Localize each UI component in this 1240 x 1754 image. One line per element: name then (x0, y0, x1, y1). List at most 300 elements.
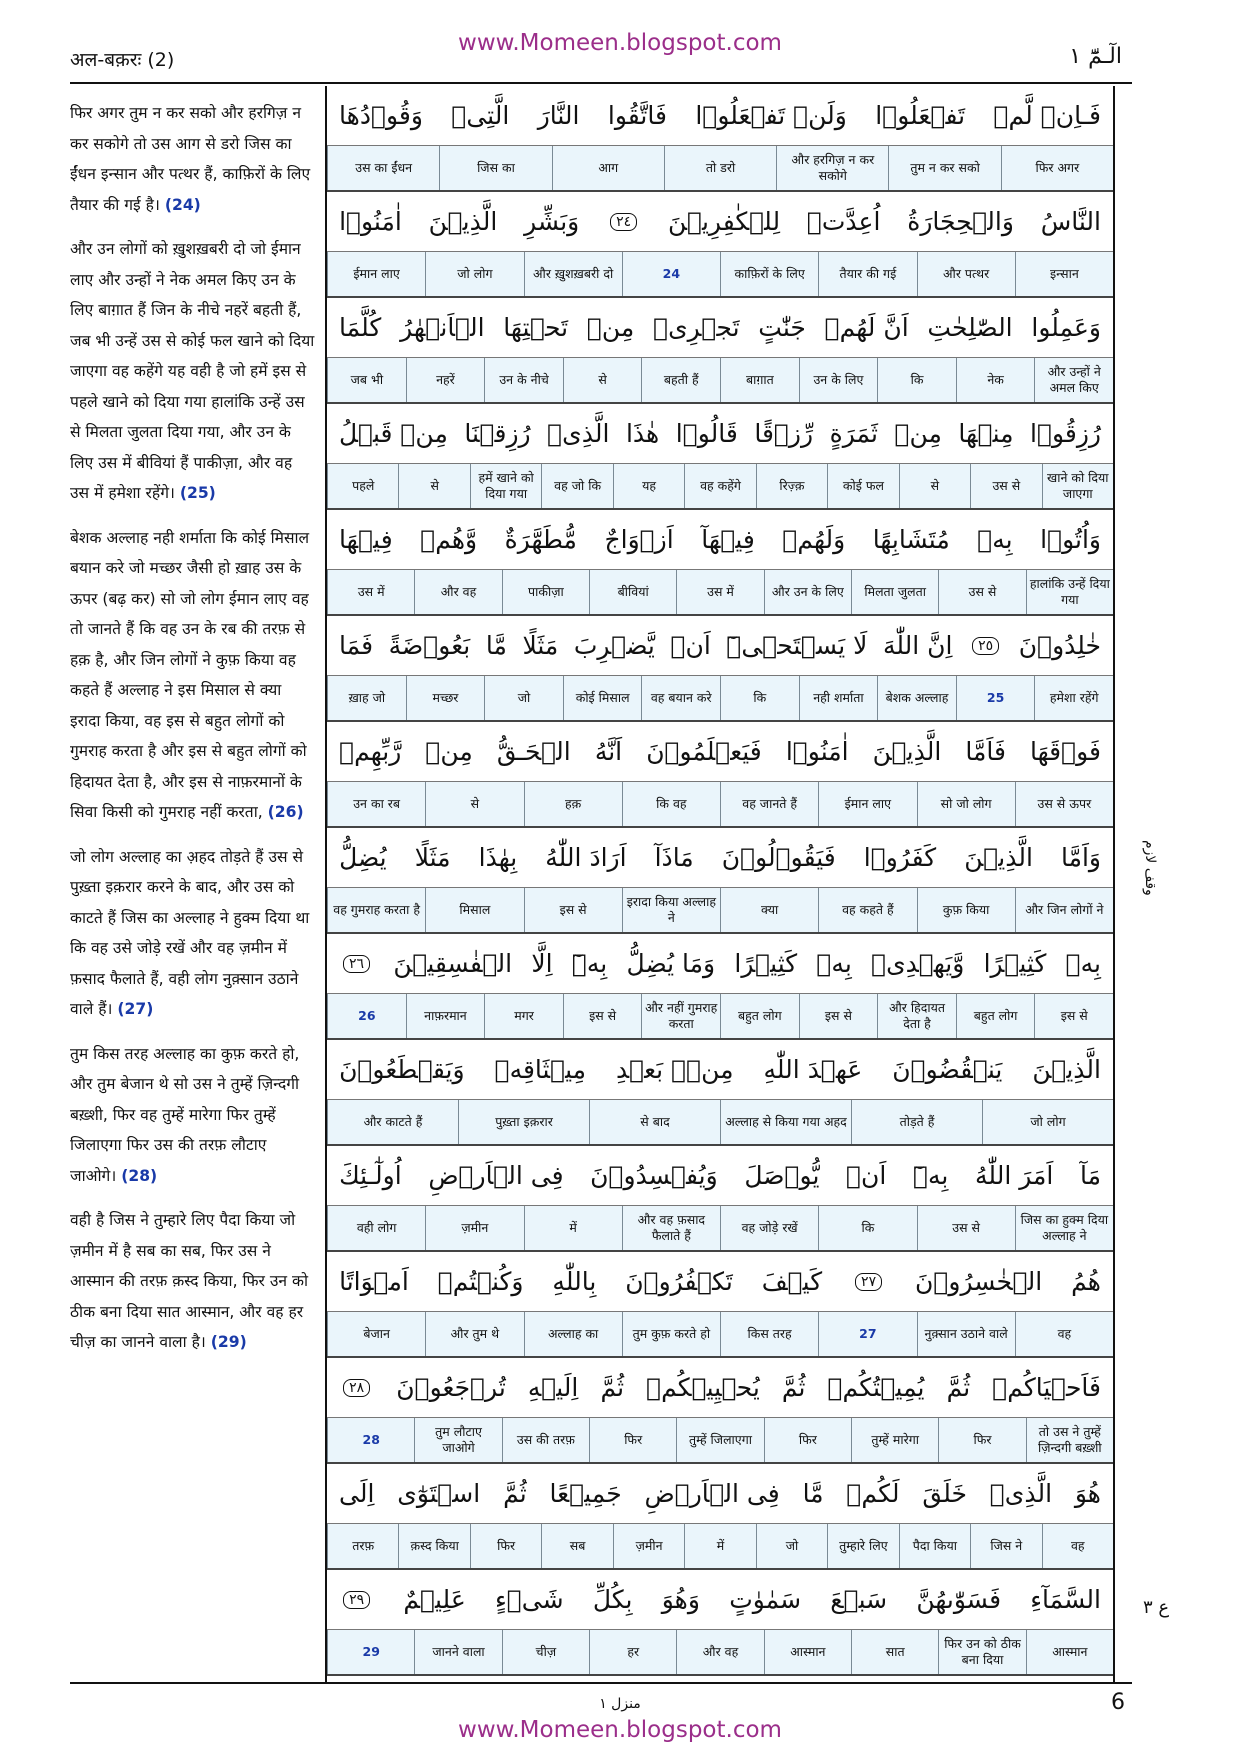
word-meaning-cell: ज़मीन (425, 1206, 523, 1250)
word-meaning-cell: वह कहते हैं (818, 888, 916, 932)
ayah-number-mark: ٢٧ (855, 1273, 882, 1291)
word-meaning-cell: जो (756, 1524, 827, 1568)
word-meaning-cell: ख़ाह जो (327, 676, 406, 720)
arabic-word: مِنۡ قَبۡلُ (339, 419, 448, 448)
arabic-word: اَنَّهُ (594, 737, 623, 766)
arabic-word: رَّبِّهِمۡ (339, 737, 402, 766)
waqf-lazim-mark: وقف لازم (1142, 840, 1158, 896)
word-meaning-cell: सो जो लोग (917, 782, 1015, 826)
arabic-word: بِهٖ (1065, 949, 1101, 978)
word-meaning-cell: से (563, 358, 642, 402)
verse-number: (28) (121, 1166, 158, 1185)
arabic-word: تَجۡرِىۡ (653, 313, 740, 342)
word-meaning-cell: पहले (327, 464, 398, 508)
word-meaning-cell: नाफ़रमान (406, 994, 485, 1038)
word-meaning-cell: सब (541, 1524, 612, 1568)
word-meaning-cell: वह (1015, 1312, 1113, 1356)
translation-cells-row (327, 1206, 1113, 1252)
arabic-word: فَيَقُوۡلُوۡنَ (721, 843, 836, 872)
word-meaning-cell: वह जानते हैं (720, 782, 818, 826)
word-meaning-cell: और ख़ुशख़बरी दो (524, 252, 622, 296)
word-meaning-cell: और नहीं गुमराह करता (641, 994, 720, 1038)
word-meaning-cell: मिलता जुलता (851, 570, 938, 614)
word-meaning-cell: हक़ (524, 782, 622, 826)
site-url-top[interactable]: www.Momeen.blogspot.com (458, 30, 782, 56)
word-meaning-cell: उन के लिए (799, 358, 878, 402)
translation-text: फिर अगर तुम न कर सको और हरगिज़ न कर सकोगे तो उस आग से डरो जिस का ईंधन इन्सान और पत्थर हैं, काफ़िरों के लिए तैयार की गई है। (70, 104, 311, 214)
arabic-word: الَّذِىۡ (547, 419, 610, 448)
translation-text: वही है जिस ने तुम्हारे लिए पैदा किया जो ज़मीन में है सब का सब, फिर उस ने आस्मान की तरफ़ क़स्द किया, फिर उन को ठीक बना दिया सात आस्मान, और वह हर चीज़ का जानने वाला है। (70, 1211, 309, 1351)
translation-text: बेशक अल्लाह नही शर्माता कि कोई मिसाल बयान करे जो मच्छर जैसी हो ख़ाह उस के ऊपर (बढ़ कर) सो जो लोग ईमान लाए वह तो जानते हैं कि वह उन के रब की तरफ़ से हक़ है, और जिन लोगों ने कुफ़ किया वह कहते हैं अल्लाह ने इस मिसाल से क्या इरादा किया, वह इस से बहुत लोगों को गुमराह करता है और इस से बहुत लोगों को हिदायत देता है, और इस से नाफ़रमानों के सिवा किसी को गुमराह नहीं करता, (70, 528, 310, 821)
word-meaning-cell: कोई फल (827, 464, 898, 508)
arabic-word: فَمَا (339, 631, 374, 660)
word-meaning-cell: से (425, 782, 523, 826)
arabic-word: مَّا (485, 631, 507, 660)
word-meaning-cell: कि (720, 676, 799, 720)
translation-cells-row (327, 1418, 1113, 1464)
page-number: 6 (1111, 1690, 1125, 1715)
word-meaning-cell: उस से (917, 1206, 1015, 1250)
arabic-word: هٰذَا (625, 419, 660, 448)
word-meaning-cell: आग (552, 146, 664, 190)
word-meaning-cell: तुम्हें जिलाएगा (676, 1418, 763, 1462)
arabic-word: وَمَا يُضِلُّ (626, 949, 716, 978)
arabic-word: اُولٰٓـئِكَ (339, 1161, 402, 1190)
arabic-word: فِيۡهَآ (701, 525, 755, 554)
arabic-word: وَالۡحِجَارَةُ (907, 207, 1014, 236)
word-meaning-cell: उस से ऊपर (1015, 782, 1113, 826)
ayah-number-cell: 26 (327, 994, 406, 1038)
arabic-word: النَّارَ (537, 101, 580, 130)
arabic-line (327, 1464, 1113, 1524)
word-meaning-cell: तो डरो (664, 146, 776, 190)
word-meaning-cell: फिर (938, 1418, 1025, 1462)
word-meaning-cell: बहुत लोग (956, 994, 1035, 1038)
arabic-word: الَّذِىۡ (989, 1479, 1053, 1508)
word-meaning-cell: वही लोग (327, 1206, 425, 1250)
arabic-word: فِيۡهَا (339, 525, 393, 554)
arabic-word: الَّذِيۡنَ (1032, 1055, 1101, 1084)
word-meaning-cell: कुफ़ किया (917, 888, 1015, 932)
translation-cells-row (327, 1630, 1113, 1676)
word-meaning-cell: फिर (764, 1418, 851, 1462)
word-meaning-cell: उस में (676, 570, 763, 614)
word-meaning-cell: ज़मीन (613, 1524, 684, 1568)
arabic-word: اَمۡوَاتًا (339, 1267, 409, 1296)
arabic-word: ثُمَّ (600, 1373, 625, 1402)
arabic-word: وَاُتُوۡا (1040, 525, 1101, 554)
translation-paragraph (70, 523, 315, 828)
arabic-word: بِهٖٓ (571, 949, 608, 978)
arabic-word: مِنۡ (586, 313, 635, 342)
arabic-word: الۡخٰسِرُوۡنَ (915, 1267, 1043, 1296)
word-meaning-cell: और तुम थे (425, 1312, 523, 1356)
arabic-word: الۡحَـقُّ (496, 737, 571, 766)
verse-number: (25) (179, 484, 216, 502)
bottom-rule (70, 1682, 1132, 1684)
manzil-label: منزل ١ (599, 1696, 641, 1712)
translation-cells-row (327, 146, 1113, 192)
arabic-line (327, 86, 1113, 146)
arabic-word: سَمٰوٰتٍ (729, 1585, 802, 1614)
ayah-number-cell: 27 (818, 1312, 916, 1356)
word-meaning-cell: और वह (676, 1630, 763, 1674)
word-meaning-cell: कि (818, 1206, 916, 1250)
word-meaning-cell: काफ़िरों के लिए (720, 252, 818, 296)
arabic-word: رُزِقُوۡا (1030, 419, 1101, 448)
arabic-word: فَاتَّقُوا (607, 101, 667, 130)
word-meaning-cell: चीज़ (502, 1630, 589, 1674)
word-meaning-cell: और हरगिज़ न कर सकोगे (776, 146, 888, 190)
arabic-word: وَيَقۡطَعُوۡنَ (339, 1055, 465, 1084)
translation-paragraph (70, 1205, 315, 1358)
arabic-word: وَعَمِلُوا (1031, 313, 1101, 342)
word-meaning-cell: तुम न कर सको (888, 146, 1000, 190)
ayah-number-mark: ٢٩ (343, 1591, 370, 1609)
arabic-word: اَزۡوَاجٌ (604, 525, 674, 554)
word-meaning-cell: बहुत लोग (720, 994, 799, 1038)
arabic-word: تَكۡفُرُوۡنَ (625, 1267, 733, 1296)
surah-label: अल-बक़रः (2) (70, 49, 175, 71)
arabic-line (327, 828, 1113, 888)
arabic-line (327, 1252, 1113, 1312)
word-meaning-cell: और उन के लिए (764, 570, 851, 614)
arabic-word: جَمِيۡعًا (549, 1479, 622, 1508)
translation-paragraph (70, 234, 315, 509)
verse-number: (26) (267, 803, 304, 821)
word-meaning-cell: मच्छर (406, 676, 485, 720)
arabic-word: اُعِدَّتۡ (806, 207, 881, 236)
word-meaning-cell: क्या (720, 888, 818, 932)
arabic-word: كَثِيۡرًا (983, 949, 1047, 978)
word-meaning-cell: वह जोड़े रखें (720, 1206, 818, 1250)
word-meaning-cell: जिस का हुक्म दिया अल्लाह ने (1015, 1206, 1113, 1250)
word-meaning-cell: और वह फ़साद फैलाते हैं (622, 1206, 720, 1250)
word-by-word-grid (325, 86, 1115, 1682)
translation-cells-row (327, 888, 1113, 934)
word-meaning-cell: तरफ़ (327, 1524, 398, 1568)
arabic-word: يُحۡيِيۡكُمۡ (646, 1373, 760, 1402)
word-meaning-cell: जो लोग (982, 1100, 1113, 1144)
word-meaning-cell: इस से (1034, 994, 1113, 1038)
arabic-word: اَنۡ (670, 631, 711, 660)
arabic-word: مِنۡ (425, 737, 473, 766)
word-meaning-cell: वह जो कि (541, 464, 612, 508)
word-meaning-cell: नहरें (406, 358, 485, 402)
ayah-number-mark: ٢٦ (343, 955, 370, 973)
arabic-word: اِلَى (339, 1479, 375, 1508)
ayah-number-cell: 29 (327, 1630, 414, 1674)
word-meaning-cell: तोड़ते हैं (851, 1100, 982, 1144)
word-meaning-cell: नही शर्माता (799, 676, 878, 720)
arabic-word: كُلَّمَا (339, 313, 382, 342)
translation-paragraph (70, 98, 315, 220)
arabic-word: وَبَشِّرِ (524, 207, 580, 236)
arabic-word: سَبۡعَ (830, 1585, 888, 1614)
arabic-line (327, 722, 1113, 782)
word-meaning-cell: इन्सान (1015, 252, 1113, 296)
word-meaning-cell: मिसाल (425, 888, 523, 932)
ayah-number-cell: 28 (327, 1418, 414, 1462)
arabic-word: لَكُمۡ (846, 1479, 900, 1508)
arabic-word: ثُمَّ (781, 1373, 806, 1402)
arabic-word: مَاذَآ (654, 843, 694, 872)
arabic-line (327, 298, 1113, 358)
translation-cells-row (327, 782, 1113, 828)
word-meaning-cell: यह (613, 464, 684, 508)
arabic-word: مِنۡۢ بَعۡدِ (616, 1055, 734, 1084)
arabic-word: مِيۡثَاقِهٖ (494, 1055, 587, 1084)
word-meaning-cell: क़स्द किया (398, 1524, 469, 1568)
word-meaning-cell: बहती हैं (641, 358, 720, 402)
arabic-line (327, 616, 1113, 676)
arabic-word: اسۡتَوٰٓى (397, 1479, 481, 1508)
arabic-word: مَآ (1079, 1161, 1101, 1190)
word-meaning-cell: सात (851, 1630, 938, 1674)
word-meaning-cell: वह कहेंगे (684, 464, 755, 508)
arabic-word: الَّذِيۡنَ (964, 843, 1033, 872)
arabic-word: فَوۡقَهَا (1030, 737, 1101, 766)
arabic-word: عَهۡدَ اللّٰهِ (763, 1055, 863, 1084)
word-meaning-cell: अल्लाह का (524, 1312, 622, 1356)
arabic-word: جَنّٰتٍ (758, 313, 806, 342)
arabic-word: مَّا (802, 1479, 824, 1508)
word-meaning-cell: बाग़ात (720, 358, 799, 402)
word-meaning-cell: नेक (956, 358, 1035, 402)
arabic-line (327, 1570, 1113, 1630)
arabic-word: اٰمَنُوۡا (785, 737, 849, 766)
arabic-word: بِهٖ (977, 525, 1013, 554)
word-meaning-cell: तुम लौटाए जाओगे (414, 1418, 501, 1462)
word-meaning-cell: वह (1042, 1524, 1113, 1568)
word-meaning-cell: में (524, 1206, 622, 1250)
arabic-word: وَكُنۡتُمۡ (437, 1267, 524, 1296)
translation-paragraph (70, 1039, 315, 1192)
word-meaning-cell: इस से (799, 994, 878, 1038)
word-meaning-cell: कोई मिसाल (563, 676, 642, 720)
word-meaning-cell: जानने वाला (414, 1630, 501, 1674)
translation-paragraph (70, 842, 315, 1025)
word-meaning-cell: और हिदायत देता है (877, 994, 956, 1038)
arabic-word: اٰمَنُوۡا (339, 207, 402, 236)
translation-cells-row (327, 676, 1113, 722)
word-meaning-cell: फिर अगर (1001, 146, 1113, 190)
arabic-word: شَىۡءٍ (495, 1585, 564, 1614)
translation-text: जो लोग अल्लाह का अ़हद तोड़ते हैं उस से पुख़्ता इक़रार करने के बाद, और उस को काटते हैं जिस का अल्लाह ने हुक्म दिया था कि वह उसे जोड़े रखें और वह ज़मीन में फ़साद फैलाते हैं, वही लोग नुक़्सान उठाने वाले हैं। (70, 847, 310, 1018)
word-meaning-cell: आस्मान (1026, 1630, 1113, 1674)
arabic-word: عَلِيۡمٌ (403, 1585, 466, 1614)
top-rule (70, 82, 1132, 84)
word-meaning-cell: से (398, 464, 469, 508)
ayah-number-cell: 25 (956, 676, 1035, 720)
arabic-word: السَّمَآءِ (1030, 1585, 1101, 1614)
arabic-line (327, 404, 1113, 464)
arabic-word: اِلَّا (531, 949, 553, 978)
word-meaning-cell: खाने को दिया जाएगा (1042, 464, 1113, 508)
arabic-word: رِّزۡقًا (754, 419, 814, 448)
word-meaning-cell: पैदा किया (899, 1524, 970, 1568)
word-meaning-cell: उस में (327, 570, 414, 614)
translation-cells-row (327, 358, 1113, 404)
arabic-word: الۡاَنۡهٰرُ (400, 313, 485, 342)
arabic-word: لَا يَسۡتَحۡىٖٓ (726, 631, 868, 660)
arabic-line (327, 510, 1113, 570)
arabic-word: وَاَمَّا (1060, 843, 1101, 872)
arabic-word: الصّٰلِحٰتِ (927, 313, 1013, 342)
translation-text: तुम किस तरह अल्लाह का कुफ़ करते हो, और तुम बेजान थे सो उस ने तुम्हें ज़िन्दगी बख़्शी, फिर वह तुम्हें मारेगा फिर तुम्हें जिलाएगा फिर उस की तरफ़ लौटाए जाओगे। (70, 1044, 300, 1185)
word-meaning-cell: फिर उन को ठीक बना दिया (938, 1630, 1025, 1674)
word-meaning-cell: और वह (414, 570, 501, 614)
arabic-word: اَنۡ (846, 1161, 887, 1190)
arabic-word: الَّتِىۡ (451, 101, 510, 130)
ayah-number-mark: ٢٤ (610, 213, 637, 231)
word-meaning-cell: और उन्हों ने अमल किए (1034, 358, 1113, 402)
arabic-word: الۡفٰسِقِيۡنَ (393, 949, 513, 978)
arabic-word: بِاللّٰهِ (552, 1267, 597, 1296)
word-meaning-cell: फिर (470, 1524, 541, 1568)
arabic-word: فَاَمَّا (965, 737, 1006, 766)
arabic-line (327, 192, 1113, 252)
translation-cells-row (327, 994, 1113, 1040)
word-meaning-cell: उस से (970, 464, 1041, 508)
arabic-word: الَّذِيۡنَ (428, 207, 498, 236)
translation-cells-row (327, 1100, 1113, 1146)
arabic-word: وَيُفۡسِدُوۡنَ (590, 1161, 718, 1190)
arabic-word: اِلَيۡهِ (527, 1373, 579, 1402)
ayah-number-cell: 24 (622, 252, 720, 296)
arabic-word: يُّوۡصَلَ (744, 1161, 820, 1190)
word-meaning-cell: बीवियां (589, 570, 676, 614)
arabic-line (327, 934, 1113, 994)
arabic-word: هُوَ (1074, 1479, 1101, 1508)
word-meaning-cell: हमेशा रहेंगे (1034, 676, 1113, 720)
arabic-word: مِنۡ (894, 419, 942, 448)
word-meaning-cell: पाकीज़ा (502, 570, 589, 614)
arabic-word: تُرۡجَعُوۡنَ (396, 1373, 506, 1402)
translation-cells-row (327, 464, 1113, 510)
arabic-word: وَهُوَ (661, 1585, 700, 1614)
arabic-word: فَسَوّٰٮهُنَّ (916, 1585, 1002, 1614)
ayah-number-mark: ٢٥ (972, 637, 999, 655)
word-meaning-cell: आस्मान (764, 1630, 851, 1674)
arabic-word: هُمُ (1071, 1267, 1101, 1296)
arabic-word: يُضِلُّ (339, 843, 387, 872)
arabic-word: اَمَرَ اللّٰهُ (975, 1161, 1054, 1190)
word-meaning-cell: इरादा किया अल्लाह ने (622, 888, 720, 932)
arabic-word: رُزِقۡنَا (464, 419, 531, 448)
arabic-word: ثُمَّ (503, 1479, 527, 1508)
site-url-bottom[interactable]: www.Momeen.blogspot.com (458, 1717, 782, 1743)
word-meaning-cell: जो लोग (425, 252, 523, 296)
arabic-word: فَاَحۡيَاكُمۡ (992, 1373, 1101, 1402)
word-meaning-cell: तुम कुफ़ करते हो (622, 1312, 720, 1356)
arabic-word: النَّاسُ (1040, 207, 1101, 236)
arabic-word: وَقُوۡدُهَا (339, 101, 423, 130)
word-meaning-cell: हर (589, 1630, 676, 1674)
arabic-word: بِهٖ (816, 949, 852, 978)
word-meaning-cell: उस की तरफ़ (502, 1418, 589, 1462)
word-meaning-cell: अल्लाह से किया गया अहद (720, 1100, 851, 1144)
arabic-word: مَثَلًا (522, 631, 559, 660)
word-meaning-cell: हालांकि उन्हें दिया गया (1026, 570, 1113, 614)
word-meaning-cell: कि वह (622, 782, 720, 826)
ruku-mark: ع ٣ (1143, 1597, 1170, 1618)
translation-column (70, 98, 315, 1678)
arabic-word: فَـاِنۡ لَّمۡ (993, 101, 1101, 130)
arabic-word: اَنَّ لَهُمۡ (824, 313, 909, 342)
arabic-word: ثَمَرَةٍ (829, 419, 878, 448)
word-meaning-cell: से (899, 464, 970, 508)
word-meaning-cell: और जिन लोगों ने (1015, 888, 1113, 932)
word-meaning-cell: इस से (563, 994, 642, 1038)
arabic-word: مَثَلًا (414, 843, 451, 872)
arabic-word: وَّهُمۡ (420, 525, 478, 554)
arabic-word: خَلَقَ (922, 1479, 967, 1508)
word-meaning-cell: से बाद (589, 1100, 720, 1144)
arabic-word: بَعُوۡضَةً (388, 631, 471, 660)
word-meaning-cell: रिज़्क़ (756, 464, 827, 508)
translation-cells-row (327, 1524, 1113, 1570)
arabic-word: مُتَشَابِهًا (872, 525, 950, 554)
arabic-word: فِى الۡاَرۡضِ (644, 1479, 780, 1508)
arabic-word: لِلۡكٰفِرِيۡنَ (667, 207, 781, 236)
arabic-line (327, 1358, 1113, 1418)
arabic-word: فِى الۡاَرۡضِ (428, 1161, 564, 1190)
word-meaning-cell: जब भी (327, 358, 406, 402)
word-meaning-cell: बेशक अल्लाह (877, 676, 956, 720)
arabic-line (327, 1146, 1113, 1206)
arabic-word: اَرَادَ اللّٰهُ (545, 843, 627, 872)
word-meaning-cell: हमें खाने को दिया गया (470, 464, 541, 508)
word-meaning-cell: में (684, 1524, 755, 1568)
word-meaning-cell: कि (877, 358, 956, 402)
word-meaning-cell: पुख़्ता इक़रार (458, 1100, 589, 1144)
arabic-word: قَالُوۡا (675, 419, 738, 448)
word-meaning-cell: और काटते हैं (327, 1100, 458, 1144)
translation-cells-row (327, 252, 1113, 298)
word-meaning-cell: नुक़्सान उठाने वाले (917, 1312, 1015, 1356)
word-meaning-cell: उन का रब (327, 782, 425, 826)
word-meaning-cell: ईमान लाए (818, 782, 916, 826)
arabic-word: ثُمَّ (946, 1373, 971, 1402)
word-meaning-cell: तुम्हारे लिए (827, 1524, 898, 1568)
translation-cells-row (327, 1312, 1113, 1358)
arabic-word: وَّيَهۡدِىۡ (871, 949, 965, 978)
word-meaning-cell: तुम्हें मारेगा (851, 1418, 938, 1462)
para-label: الٓـمّٓ ١ (1069, 44, 1122, 69)
translation-cells-row (327, 570, 1113, 616)
word-meaning-cell: मगर (484, 994, 563, 1038)
arabic-word: يَنۡقُضُوۡنَ (892, 1055, 1003, 1084)
arabic-word: بِكُلِّ (592, 1585, 633, 1614)
arabic-word: وَلَهُمۡ (782, 525, 846, 554)
word-meaning-cell: बेजान (327, 1312, 425, 1356)
arabic-word: يُمِيۡتُكُمۡ (827, 1373, 925, 1402)
word-meaning-cell: उस का ईंधन (327, 146, 439, 190)
word-meaning-cell: ईमान लाए (327, 252, 425, 296)
arabic-word: يَّضۡرِبَ (573, 631, 655, 660)
word-meaning-cell: जो (484, 676, 563, 720)
verse-number: (27) (117, 1000, 154, 1018)
arabic-word: مُّطَهَّرَةٌ (504, 525, 577, 554)
word-meaning-cell: उस से (938, 570, 1025, 614)
arabic-word: تَحۡتِهَا (503, 313, 569, 342)
arabic-word: اِنَّ اللّٰهَ (882, 631, 953, 660)
word-meaning-cell: तैयार की गई (818, 252, 916, 296)
word-meaning-cell: इस से (524, 888, 622, 932)
translation-text: और उन लोगों को ख़ुशख़बरी दो जो ईमान लाए और उन्हों ने नेक अमल किए उन के लिए बाग़ात हैं जिन के नीचे नहरें बहती हैं, जब भी उन्हें उस से कोई फल खाने को दिया जाएगा वह कहेंगे यह वही है जो हमें इस से पहले खाने को दिया गया हालांकि उन्हें उस से मिलता जुलता दिया गया, और उन के लिए उस में बीवियां हैं पाकीज़ा, और वह उस में हमेशा रहेंगे। (70, 240, 315, 502)
word-meaning-cell: फिर (589, 1418, 676, 1462)
